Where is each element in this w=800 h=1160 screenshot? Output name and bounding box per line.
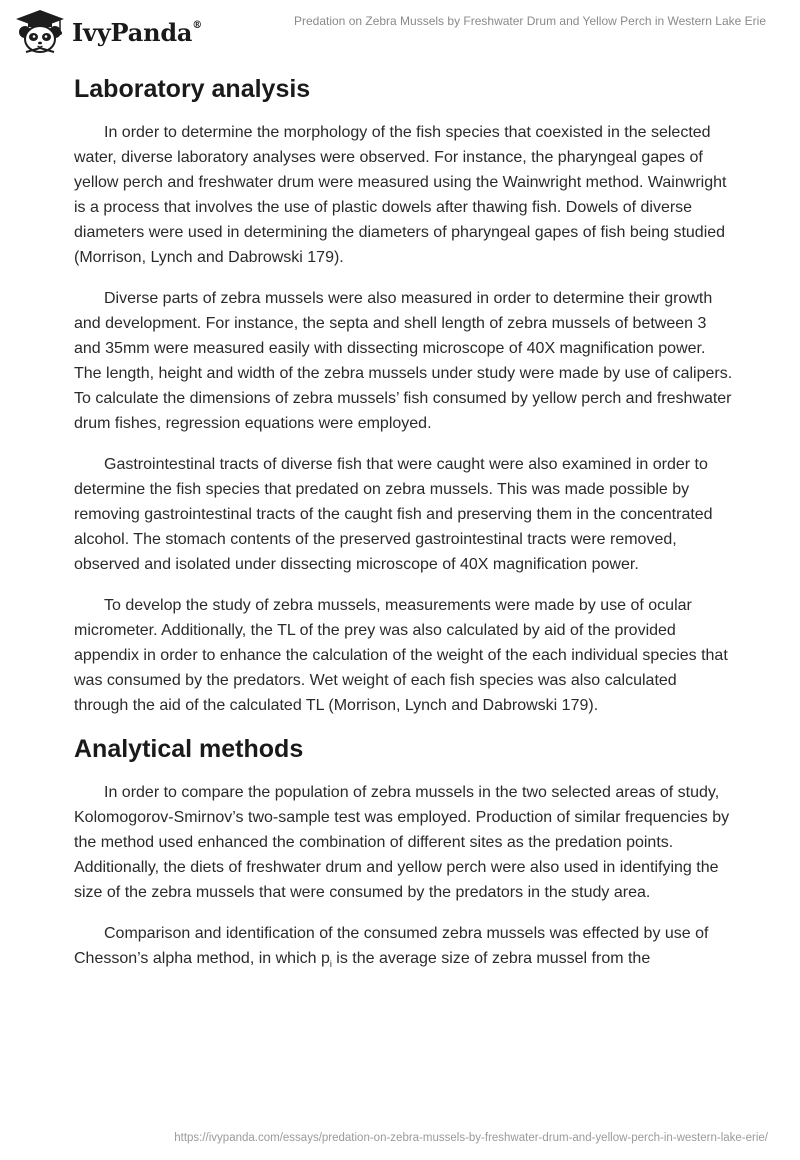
paragraph: In order to compare the population of zebra mussels in the two selected areas of study, Kolomogorov-Smirnov’s two-sample test was employed. Production of similar frequencies by the method used enhanced the combination of different sites as the predation points. Additionally, the diets of freshwater drum and yellow perch were also used in identifying the size of the zebra mussels that were consumed by the predators in the study area. [74,784,730,901]
section-heading-analytical-methods: Analytical methods [74,735,304,763]
article-body [74,68,734,993]
registered-mark: ® [192,20,203,31]
subscript-i: i [329,959,332,970]
paragraph-text: Comparison and identification of the consumed zebra mussels was effected by use of Chesson’s alpha method, in which p [74,925,709,967]
source-url-link[interactable]: https://ivypanda.com/essays/predation-on-zebra-mussels-by-freshwater-drum-and-yellow-perch-in-western-lake-erie/ [174,1132,768,1144]
brand-name[interactable] [72,18,202,47]
paragraph: Diverse parts of zebra mussels were also measured in order to determine their growth and development. For instance, the septa and shell length of zebra mussels of between 3 and 35mm were measured easily with dissecting microscope of 40X magnification power. The length, height and width of the zebra mussels under study were made by use of calipers. To calculate the dimensions of zebra mussels’ fish consumed by yellow perch and freshwater drum fishes, regression equations were employed. [74,290,733,432]
paragraph: In order to determine the morphology of the fish species that coexisted in the selected water, diverse laboratory analyses were observed. For instance, the pharyngeal gapes of yellow perch and freshwater drum were measured using the Wainwright method. Wainwright is a process that involves the use of plastic dowels after thawing fish. Dowels of diverse diameters were used in determining the diameters of pharyngeal gapes of fish being studied (Morrison, Lynch and Dabrowski 179). [74,124,727,266]
section-heading-laboratory-analysis: Laboratory analysis [74,75,311,103]
paragraph-text: is the average size of zebra mussel from the [331,950,651,967]
paragraph: To develop the study of zebra mussels, measurements were made by use of ocular micrometer. Additionally, the TL of the prey was also calculated by aid of the provided appendix in order to enhance the calculation of the weight of the each individual species that was consumed by the predators. Wet weight of each fish species was also calculated through the aid of the calculated TL (Morrison, Lynch and Dabrowski 179). [74,597,728,714]
document-title: Predation on Zebra Mussels by Freshwater Drum and Yellow Perch in Western Lake Erie [293,14,766,28]
paragraph: Gastrointestinal tracts of diverse fish that were caught were also examined in order to determine the fish species that predated on zebra mussels. This was made possible by removing gastrointestinal tracts of the caught fish and preserving them in the concentrated alcohol. The stomach contents of the preserved gastrointestinal tracts were removed, observed and isolated under dissecting microscope of 40X magnification power. [74,456,713,573]
brand-text: IvyPanda [72,18,193,47]
panda-graduate-logo-icon[interactable] [14,8,66,54]
paragraph [74,921,734,977]
page-header [0,0,800,60]
